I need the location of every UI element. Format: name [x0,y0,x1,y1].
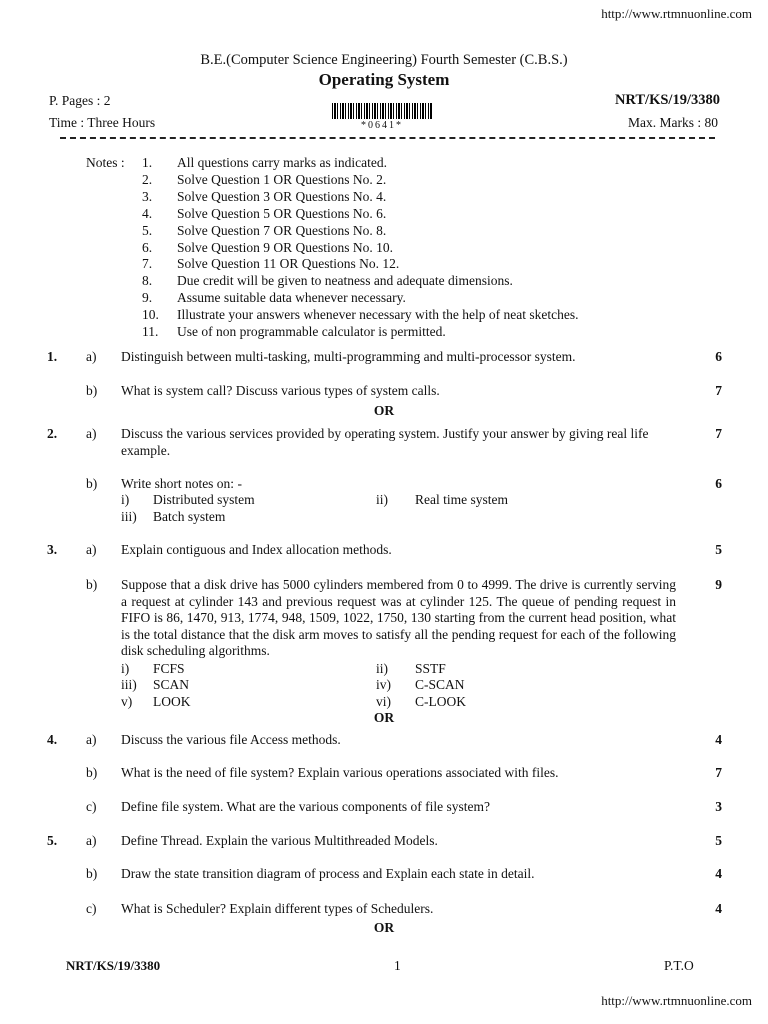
barcode-image [332,103,432,119]
option-number: iii) [121,509,137,524]
question-marks: 5 [715,833,722,848]
option-text: Distributed system [153,492,255,507]
option-number: iii) [121,677,137,692]
note-text: Illustrate your answers whenever necessary with the help of neat sketches. [177,307,579,323]
page-number: 1 [394,958,401,973]
question-part-label: a) [86,349,97,364]
or-separator: OR [373,710,395,725]
note-text: Solve Question 11 OR Questions No. 12. [177,256,400,272]
question-part-label: c) [86,901,97,916]
question-text: Discuss the various services provided by operating system. Justify your answer by giving real life example. [121,426,649,458]
note-text: Assume suitable data whenever necessary. [177,290,406,306]
note-text: Solve Question 3 OR Questions No. 4. [177,188,387,204]
option-text: FCFS [153,661,185,676]
option-number: i) [121,492,130,507]
question-part-label: b) [86,765,98,780]
barcode-text: *0641* [361,120,403,131]
question-marks: 6 [715,349,722,364]
note-text: Solve Question 1 OR Questions No. 2. [177,171,387,187]
note-number: 9. [142,290,153,306]
note-number: 3. [142,188,153,204]
question-text: Explain contiguous and Index allocation methods. [121,542,392,557]
option-number: i) [121,661,130,676]
question-marks: 5 [715,542,722,557]
question-text: What is system call? Discuss various types of system calls. [121,383,440,398]
question-number: 1. [47,349,58,364]
question-part-label: b) [86,866,98,881]
question-marks: 6 [715,476,722,491]
note-number: 1. [142,155,153,170]
question-part-label: a) [86,542,97,557]
question-number: 3. [47,542,58,557]
question-part-label: b) [86,577,98,592]
note-text: Solve Question 9 OR Questions No. 10. [177,239,393,255]
note-number: 4. [142,205,153,221]
course-title: B.E.(Computer Science Engineering) Fourth Semester (C.B.S.) [200,52,568,68]
question-part-label: c) [86,799,97,814]
question-text: Discuss the various file Access methods. [121,732,341,747]
page-turn-note: P.T.O [664,958,694,973]
page-count: P. Pages : 2 [49,93,111,108]
option-text: LOOK [153,694,191,709]
option-text: Batch system [153,509,226,524]
source-url-bottom[interactable]: http://www.rtmnuonline.com [601,993,752,1008]
max-marks: Max. Marks : 80 [628,115,718,130]
note-text: Solve Question 5 OR Questions No. 6. [177,205,387,221]
option-number: iv) [376,677,391,692]
question-text: Write short notes on: - [121,476,242,491]
or-separator: OR [373,403,395,418]
option-number: v) [121,694,133,709]
note-number: 10. [142,307,159,323]
question-text: Define Thread. Explain the various Multithreaded Models. [121,833,438,848]
question-marks: 7 [715,426,722,441]
note-text: Due credit will be given to neatness and adequate dimensions. [177,273,513,289]
option-number: vi) [376,694,391,709]
question-part-label: a) [86,732,97,747]
option-number: ii) [376,492,388,507]
question-marks: 4 [715,901,722,916]
question-marks: 4 [715,866,722,881]
question-text: Draw the state transition diagram of process and Explain each state in detail. [121,866,535,881]
question-marks: 4 [715,732,722,747]
question-marks: 3 [715,799,722,814]
question-text: Suppose that a disk drive has 5000 cylinders membered from 0 to 4999. The drive is currently serving a request at cylinder 143 and previous request was at cylinder 125. The queue of pending request in FIFO is 86, 1470, 913, 1774, 948, 1509, 1022, 1750, 130 starting from the current head position, what is the total distance that the disk arm moves to satisfy all the pending request for each of the following disk scheduling algorithms. [121,577,676,659]
option-text: Real time system [415,492,508,507]
option-text: C-LOOK [415,694,466,709]
footer-paper-code: NRT/KS/19/3380 [66,958,161,973]
notes-label: Notes : [86,155,125,170]
note-number: 2. [142,171,153,187]
option-number: ii) [376,661,388,676]
subject-title: Operating System [318,70,450,89]
header-divider [60,137,715,143]
note-text: Solve Question 7 OR Questions No. 8. [177,222,387,238]
question-number: 4. [47,732,58,747]
question-text: Distinguish between multi-tasking, multi-programming and multi-processor system. [121,349,576,364]
question-part-label: b) [86,476,98,491]
paper-code: NRT/KS/19/3380 [614,92,720,108]
option-text: SCAN [153,677,190,692]
question-part-label: b) [86,383,98,398]
note-text: All questions carry marks as indicated. [177,155,387,170]
question-part-label: a) [86,833,97,848]
note-number: 5. [142,222,153,238]
source-url-top[interactable]: http://www.rtmnuonline.com [601,6,752,21]
question-text: What is the need of file system? Explain various operations associated with files. [121,765,559,780]
note-number: 11. [142,324,159,339]
or-separator: OR [373,920,395,935]
note-number: 7. [142,256,153,272]
option-text: SSTF [415,661,446,676]
question-text: Define file system. What are the various components of file system? [121,799,491,814]
note-number: 6. [142,239,153,255]
question-part-label: a) [86,426,97,441]
exam-duration: Time : Three Hours [49,115,156,130]
question-text: What is Scheduler? Explain different types of Schedulers. [121,901,434,916]
note-text: Use of non programmable calculator is permitted. [177,324,446,339]
question-number: 5. [47,833,58,848]
question-marks: 9 [715,577,722,592]
note-number: 8. [142,273,153,289]
question-marks: 7 [715,383,722,398]
option-text: C-SCAN [415,677,465,692]
question-number: 2. [47,426,58,441]
question-marks: 7 [715,765,722,780]
